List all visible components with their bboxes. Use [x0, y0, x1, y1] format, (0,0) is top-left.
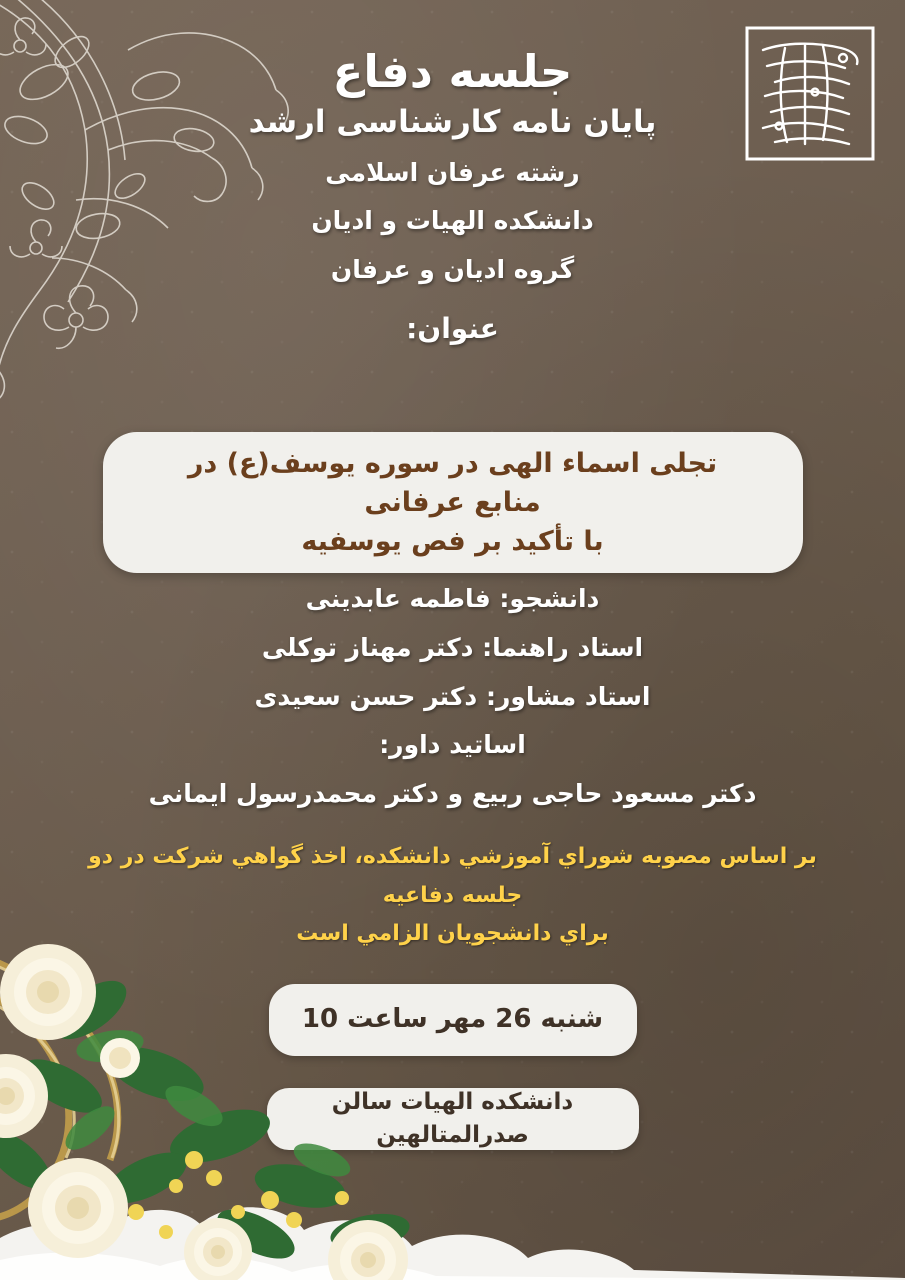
thesis-title-plaque-wrapper	[0, 432, 905, 573]
department-name: گروه ادیان و عرفان	[330, 254, 575, 284]
student-line: دانشجو: فاطمه عابدینی	[305, 584, 600, 613]
field-of-study: رشته عرفان اسلامی	[325, 157, 580, 187]
date-plaque-wrapper	[0, 984, 905, 1056]
advisor-line: استاد مشاور: دکتر حسن سعیدی	[254, 681, 651, 711]
date-plaque	[269, 984, 637, 1056]
place-plaque-wrapper	[0, 1088, 905, 1150]
subtitle-degree: پایان نامه کارشناسی ارشد	[248, 103, 657, 140]
thesis-title-line-1: تجلی اسماء الهی در سوره یوسف(ع) در منابع عرفانی	[187, 448, 718, 519]
notice-line-1: بر اساس مصوبه شوراي آموزشي دانشکده، اخذ گواهي شرکت در دو جلسه دفاعیه	[88, 844, 817, 908]
thesis-title-plaque	[103, 432, 803, 573]
thesis-title-line-2: با تأکید بر فص یوسفیه	[301, 526, 604, 558]
place-plaque	[267, 1088, 639, 1150]
thesis-title-text	[155, 444, 751, 561]
faculty-name: دانشکده الهیات و ادیان	[311, 206, 594, 236]
page-title: جلسه دفاع	[332, 45, 573, 98]
supervisor-line: استاد راهنما: دکتر مهناز توکلی	[261, 632, 644, 662]
notice-line-2: براي دانشجویان الزامي است	[296, 921, 609, 946]
attendance-notice	[55, 838, 850, 954]
event-date-text: شنبه 26 مهر ساعت 10	[301, 1004, 604, 1035]
judges-label: اساتید داور:	[379, 730, 526, 760]
participants-list	[60, 575, 845, 819]
poster-header	[0, 46, 905, 345]
judges-names: دکتر مسعود حاجی ربیع و دکتر محمدرسول ایمانی	[148, 779, 757, 808]
thesis-title-label: عنوان:	[406, 312, 499, 346]
event-place-text: دانشکده الهیات سالن صدرالمتالهین	[331, 1088, 574, 1148]
